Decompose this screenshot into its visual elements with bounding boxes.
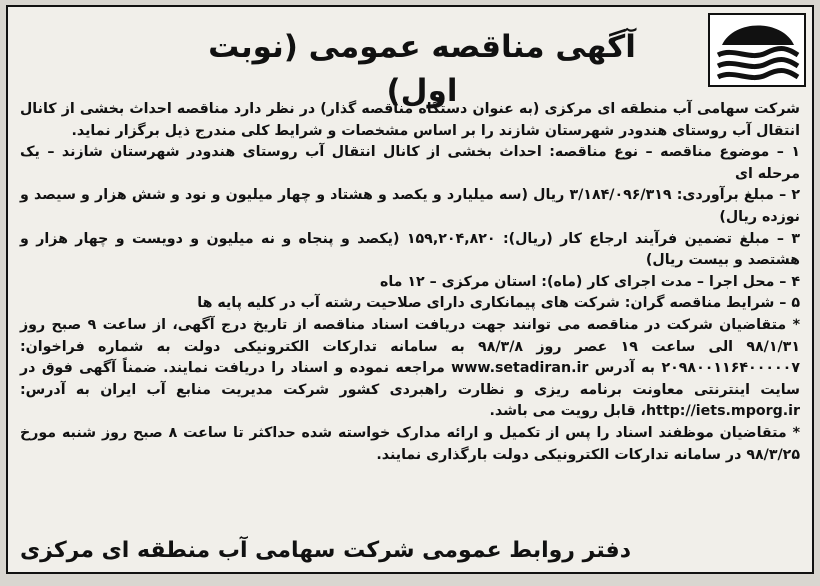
notice-footer: دفتر روابط عمومی شرکت سهامی آب منطقه ای مرکزی xyxy=(20,538,631,563)
notice-item-guarantee: ۳ – مبلغ تضمین فرآیند ارجاع کار (ریال): ۱۵۹,۲۰۴,۸۲۰ (یکصد و پنجاه و نه میلیون و دویست و چهار هزار و هشتصد و بیست ریال) xyxy=(20,230,800,269)
notice-item-subject: ۱ – موضوع مناقصه – نوع مناقصه: احداث بخشی از کانال انتقال آب روستای هندودر شهرستان شازند – یک مرحله ای xyxy=(20,144,800,182)
tender-notice xyxy=(6,5,814,574)
notice-body xyxy=(20,99,800,466)
notice-item-estimate: ۲ – مبلغ برآوردی: ۳/۱۸۴/۰۹۶/۳۱۹ ریال (سه میلیارد و یکصد و هشتاد و چهار میلیون و نود و شش هزار و سیصد و نوزده ریال) xyxy=(20,187,801,225)
notice-title: آگهی مناقصه عمومی (نوبت اول) xyxy=(208,29,636,109)
notice-intro: شرکت سهامی آب منطقه ای مرکزی (به عنوان دستگاه مناقصه گذار) در نظر دارد مناقصه احداث بخشی از کانال انتقال آب روستای هندودر شهرستان شازند را بر اساس مشخصات و شرایط کلی مندرج ذیل برگزار نماید. xyxy=(20,101,800,139)
notice-header xyxy=(8,7,812,109)
notice-item-conditions: ۵ – شرایط مناقصه گران: شرکت های پیمانکاری دارای صلاحیت رشته آب در کلیه پایه ها xyxy=(197,295,800,312)
notice-item-location: ۴ – محل اجرا – مدت اجرای کار (ماه): استان مرکزی – ۱۲ ماه xyxy=(379,273,800,290)
water-company-logo-icon xyxy=(708,13,806,87)
notice-note-documents: * متقاضیان شرکت در مناقصه می توانند جهت دریافت اسناد مناقصه از تاریخ درج آگهی، از ساعت ۹ صبح روز ۹۸/۱/۳۱ الی ساعت ۱۹ عصر روز ۹۸/۳/۸ به سامانه تدارکات الکترونیکی دولت به شماره فراخوان: ۲۰۹۸۰۰۱۱۶۴۰۰۰۰۰۷ به آدرس www.setadiran.ir مراجعه نموده و اسناد را دریافت نمایند. ضمناً آگهی فوق در سایت اینترنتی معاونت برنامه ریزی و نظارت راهبردی کشور شرکت مدیریت منابع آب ایران به آدرس: http://iets.mporg.ir، قابل رویت می باشد. xyxy=(20,316,800,420)
notice-note-deadline: * متقاضیان موظفند اسناد را پس از تکمیل و ارائه مدارک خواسته شده حداکثر تا ساعت ۸ صبح روز شنبه مورخ ۹۸/۳/۲۵ در سامانه تدارکات الکترونیکی دولت بارگذاری نمایند. xyxy=(20,424,800,463)
